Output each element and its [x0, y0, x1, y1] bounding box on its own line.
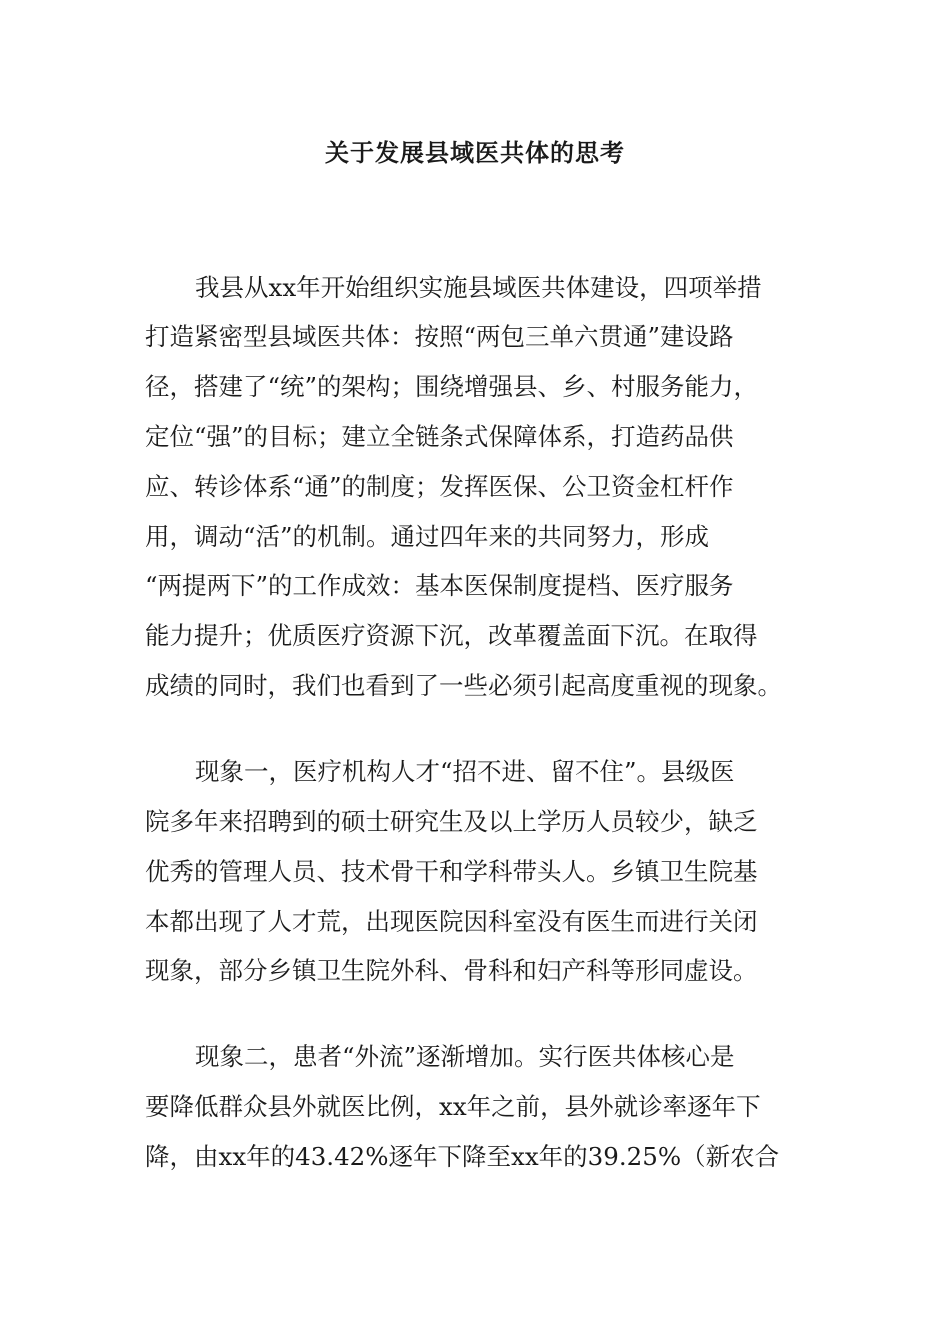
paragraph-line: 现象，部分乡镇卫生院外科、骨科和妇产科等形同虚设。: [145, 956, 758, 985]
paragraph-line: 应、转诊体系“通”的制度；发挥医保、公卫资金杠杆作: [145, 472, 734, 501]
paragraph-line: “两提两下”的工作成效：基本医保制度提档、医疗服务: [145, 571, 734, 600]
paragraph-line: 院多年来招聘到的硕士研究生及以上学历人员较少，缺乏: [145, 807, 758, 836]
paragraph-line: 现象二，患者“外流”逐渐增加。实行医共体核心是: [195, 1042, 735, 1071]
paragraph-line: 优秀的管理人员、技术骨干和学科带头人。乡镇卫生院基: [145, 857, 758, 886]
paragraph-line: 本都出现了人才荒，出现医院因科室没有医生而进行关闭: [145, 907, 758, 936]
paragraph-line: 径，搭建了“统”的架构；围绕增强县、乡、村服务能力，: [145, 372, 759, 401]
paragraph-line: 现象一，医疗机构人才“招不进、留不住”。县级医: [195, 757, 735, 786]
paragraph-line: 用，调动“活”的机制。通过四年来的共同努力，形成: [145, 522, 710, 551]
paragraph-line: 成绩的同时，我们也看到了一些必须引起高度重视的现象。: [145, 671, 782, 700]
paragraph-line: 定位“强”的目标；建立全链条式保障体系，打造药品供: [145, 422, 734, 451]
document-title: 关于发展县域医共体的思考: [325, 139, 625, 167]
paragraph-line: 打造紧密型县域医共体：按照“两包三单六贯通”建设路: [145, 322, 734, 351]
paragraph-line: 降，由xx年的43.42%逐年下降至xx年的39.25%（新农合: [145, 1142, 780, 1171]
paragraph-line: 我县从xx年开始组织实施县域医共体建设，四项举措: [195, 273, 762, 302]
paragraph-line: 能力提升；优质医疗资源下沉，改革覆盖面下沉。在取得: [145, 621, 758, 650]
paragraph-line: 要降低群众县外就医比例，xx年之前，县外就诊率逐年下: [145, 1092, 761, 1121]
